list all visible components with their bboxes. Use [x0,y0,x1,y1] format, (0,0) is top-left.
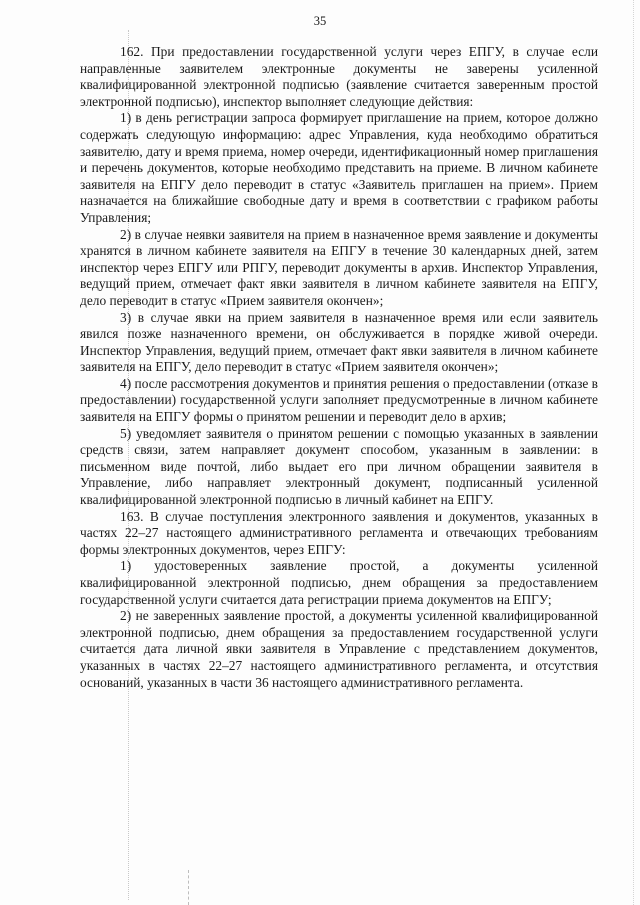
page-number: 35 [313,14,327,28]
paragraph-163: 163. В случае поступления электронного заявления и документов, указанных в частях 22–27 настоящего административного регламента и отвечающих требованиям формы электронных документов, через ЕПГУ: [80,508,598,557]
paragraph-162-item-1: 1) в день регистрации запроса формирует приглашение на прием, которое должно содержать следующую информацию: адрес Управления, куда необходимо обратиться заявителю, дату и время приема, номер очереди, идентификационный номер приглашения и перечень документов, которые необходимо представить на приеме. В личном кабинете заявителя на ЕПГУ дело переводит в статус «Заявитель приглашен на прием». Прием назначается на ближайшие свободные дату и время в соответствии с графиком работы Управления; [80,110,598,225]
paragraph-162: 162. При предоставлении государственной услуги через ЕПГУ, в случае если направленные заявителем электронные документы не заверены усиленной квалифицированной электронной подписью (заявление считается заверенным простой электронной подписью), инспектор выполняет следующие действия: [80,44,598,109]
scan-edge-line [633,0,634,905]
paragraph-163-item-1: 1) удостоверенных заявление простой, а документы усиленной квалифицированной электронной подписью, днем обращения за предоставлением государственной услуги считается дата регистрации приема документов на ЕПГУ; [80,558,598,607]
paragraph-162-item-2: 2) в случае неявки заявителя на прием в назначенное время заявление и документы хранятся в личном кабинете заявителя на ЕПГУ в течение 30 календарных дней, затем инспектор через ЕПГУ или РПГУ, переводит документы в архив. Инспектор Управления, ведущий прием, отмечает факт явки заявителя в личном кабинете заявителя на ЕПГУ, дело переводит в статус «Прием заявителя окончен»; [80,226,598,308]
paragraph-162-item-4: 4) после рассмотрения документов и принятия решения о предоставлении (отказе в предоставлении) государственной услуги заполняет предусмотренные в личном кабинете заявителя на ЕПГУ формы о принятом решении и переводит дело в архив; [80,375,598,425]
scan-artifact-line [188,870,189,905]
paragraph-162-item-3: 3) в случае явки на прием заявителя в назначенное время или если заявитель явился позже назначенного времени, он обслуживается в порядке живой очереди. Инспектор Управления, ведущий прием, отмечает факт явки заявителя в личном кабинете заявителя на ЕПГУ, дело переводит в статус «Прием заявителя окончен»; [80,309,598,375]
paragraph-162-item-5: 5) уведомляет заявителя о принятом решении с помощью указанных в заявлении средств связи, затем направляет документ способом, указанным в заявлении: в письменном виде почтой, либо выдает его при личном обращении заявителя в Управление, либо направляет электронный документ, подписанный усиленной квалифицированной электронной подписью в личный кабинет на ЕПГУ. [80,425,598,508]
paragraph-163-item-2: 2) не заверенных заявление простой, а документы усиленной квалифицированной электронной подписью, днем обращения за предоставлением государственной услуги считается дата личной явки заявителя в Управление с представлением документов, указанных в частях 22–27 настоящего административного регламента, и отсутствия оснований, указанных в части 36 настоящего административного регламента. [80,608,598,690]
document-body [80,44,598,691]
